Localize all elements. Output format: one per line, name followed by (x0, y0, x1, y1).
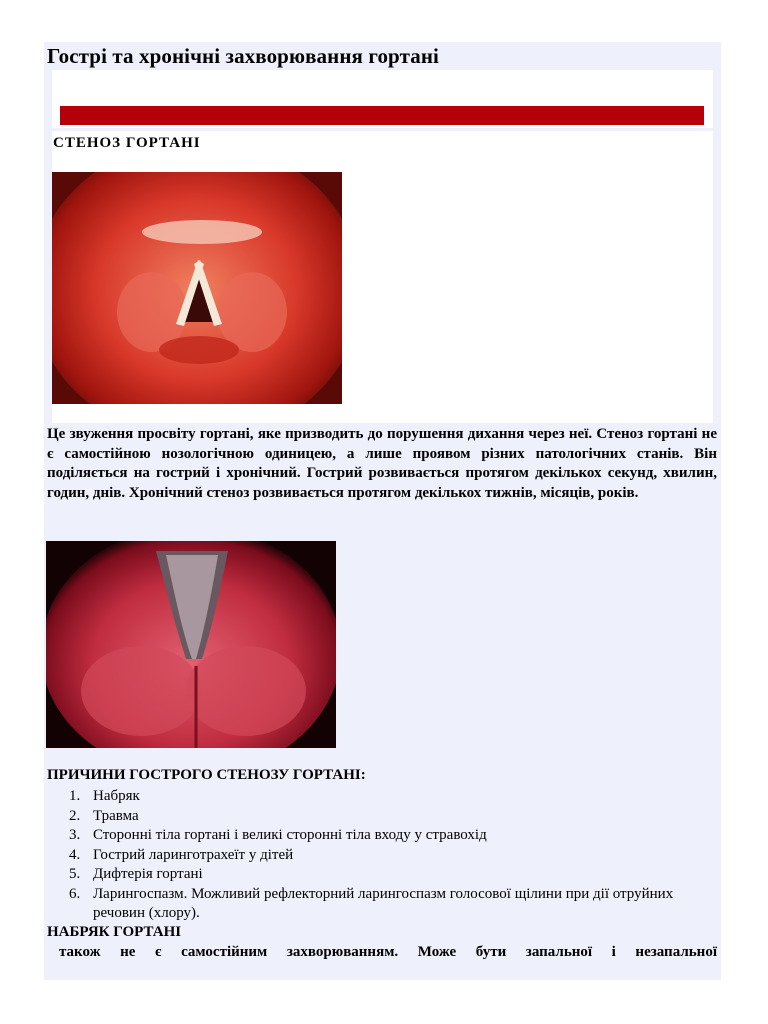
accent-rule (60, 106, 704, 125)
list-item (47, 865, 719, 885)
list-item-number: 2. (69, 807, 81, 824)
list-item-text: Травма (93, 807, 139, 824)
causes-list (47, 787, 719, 924)
list-item-number: 3. (69, 827, 81, 843)
list-item (47, 787, 719, 807)
edema-paragraph: також не є самостійним захворюванням. Може бути запальної і незапальної (59, 944, 717, 960)
list-item-number: 4. (69, 846, 81, 863)
larynx-stenosis-photo (52, 172, 342, 404)
stenosis-heading: СТЕНОЗ ГОРТАНІ (53, 135, 201, 151)
list-item-text: Сторонні тіла гортані і великі сторонні тіла входу у стравохід (93, 827, 487, 843)
causes-heading: ПРИЧИНИ ГОСТРОГО СТЕНОЗУ ГОРТАНІ: (47, 767, 366, 783)
list-item (47, 826, 719, 846)
list-item-text: Гострий ларинготрахеїт у дітей (93, 846, 294, 863)
page-title: Гострі та хронічні захворювання гортані (47, 44, 439, 68)
list-item-text: Ларингоспазм. Можливий рефлекторний ларингоспазм голосової щілини при дії отруйних речовин (хлору). (93, 885, 674, 921)
stenosis-paragraph: Це звуження просвіту гортані, яке призводить до порушення дихання через неї. Стеноз гортані не є самостійною нозологічною одиницею, а лише проявом різних патологічних станів. Він поділяється на гострий і хронічний. Гострий розвивається протягом декількох секунд, хвилин, годин, днів. Хронічний стеноз розвивається протягом декількох тижнів, місяців, років. (47, 426, 717, 501)
edema-heading: НАБРЯК ГОРТАНІ (47, 924, 182, 940)
list-item (47, 885, 719, 924)
list-item-number: 6. (69, 885, 81, 902)
list-item (47, 846, 719, 866)
list-item-number: 5. (69, 866, 81, 882)
list-item-text: Дифтерія гортані (93, 866, 203, 882)
list-item-text: Набряк (93, 788, 140, 804)
list-item (47, 807, 719, 827)
vocal-folds-photo (46, 541, 336, 748)
list-item-number: 1. (69, 788, 81, 804)
